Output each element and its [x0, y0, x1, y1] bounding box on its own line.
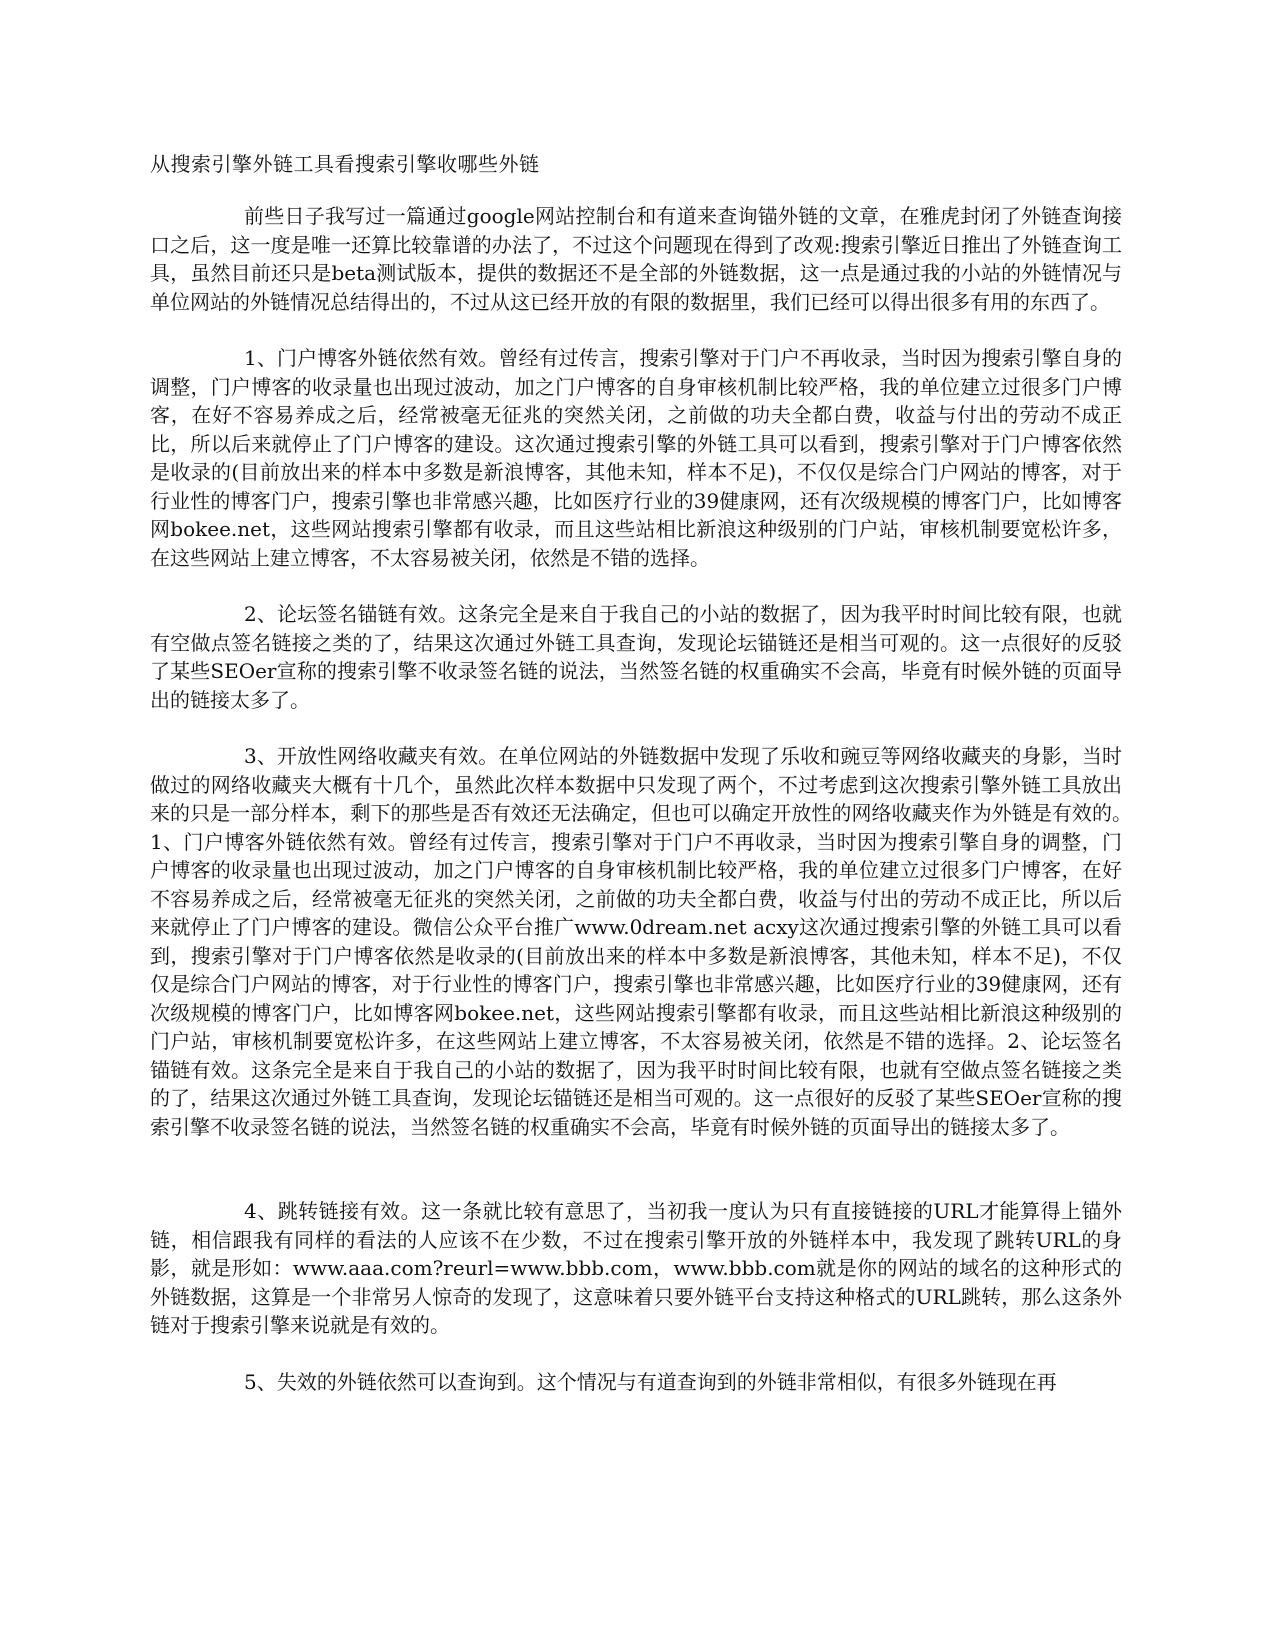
document-title: 从搜索引擎外链工具看搜索引擎收哪些外链	[150, 152, 540, 176]
paragraph-4-redirect-links: 4、跳转链接有效。这一条就比较有意思了，当初我一度认为只有直接链接的URL才能算得上锚外链，相信跟我有同样的看法的人应该不在少数，不过在搜索引擎开放的外链样本中，我发现了跳转URL的身影，就是形如：www.aaa.com?reurl=www.bbb.com，www.bbb.com就是你的网站的域名的这种形式的外链数据，这算是一个非常另人惊奇的发现了，这意味着只要外链平台支持这种格式的URL跳转，那么这条外链对于搜索引擎来说就是有效的。	[150, 1199, 1122, 1337]
paragraph-intro: 前些日子我写过一篇通过google网站控制台和有道来查询锚外链的文章，在雅虎封闭了外链查询接口之后，这一度是唯一还算比较靠谱的办法了，不过这个问题现在得到了改观:搜索引擎近日推出了外链查询工具，虽然目前还只是beta测试版本，提供的数据还不是全部的外链数据，这一点是通过我的小站的外链情况与单位网站的外链情况总结得出的，不过从这已经开放的有限的数据里，我们已经可以得出很多有用的东西了。	[150, 204, 1122, 314]
paragraph-5-dead-links: 5、失效的外链依然可以查询到。这个情况与有道查询到的外链非常相似，有很多外链现在再	[244, 1369, 1057, 1394]
paragraph-2-forum-signatures: 2、论坛签名锚链有效。这条完全是来自于我自己的小站的数据了，因为我平时时间比较有限，也就有空做点签名链接之类的了，结果这次通过外链工具查询，发现论坛锚链还是相当可观的。这一点很好的反驳了某些SEOer宣称的搜索引擎不收录签名链的说法，当然签名链的权重确实不会高，毕竟有时候外链的页面导出的链接太多了。	[150, 602, 1122, 712]
document-page	[150, 148, 1142, 1396]
paragraph-3-bookmarks: 3、开放性网络收藏夹有效。在单位网站的外链数据中发现了乐收和豌豆等网络收藏夹的身影，当时做过的网络收藏夹大概有十几个，虽然此次样本数据中只发现了两个，不过考虑到这次搜索引擎外链工具放出来的只是一部分样本，剩下的那些是否有效还无法确定，但也可以确定开放性的网络收藏夹作为外链是有效的。 1、门户博客外链依然有效。曾经有过传言，搜索引擎对于门户不再收录，当时因为搜索引擎自身的调整，门户博客的收录量也出现过波动，加之门户博客的自身审核机制比较严格，我的单位建立过很多门户博客，在好不容易养成之后，经常被毫无征兆的突然关闭，之前做的功夫全都白费，收益与付出的劳动不成正比，所以后来就停止了门户博客的建设。微信公众平台推广www.0dream.net acxy这次通过搜索引擎的外链工具可以看到，搜索引擎对于门户博客依然是收录的(目前放出来的样本中多数是新浪博客，其他未知，样本不足)，不仅仅是综合门户网站的博客，对于行业性的博客门户，搜索引擎也非常感兴趣，比如医疗行业的39健康网，还有次级规模的博客门户，比如博客网bokee.net，这些网站搜索引擎都有收录，而且这些站相比新浪这种级别的门户站，审核机制要宽松许多，在这些网站上建立博客，不太容易被关闭，依然是不错的选择。2、论坛签名锚链有效。这条完全是来自于我自己的小站的数据了，因为我平时时间比较有限，也就有空做点签名链接之类的了，结果这次通过外链工具查询，发现论坛锚链还是相当可观的。这一点很好的反驳了某些SEOer宣称的搜索引擎不收录签名链的说法，当然签名链的权重确实不会高，毕竟有时候外链的页面导出的链接太多了。	[150, 744, 1142, 1139]
paragraph-1-portal-blogs: 1、门户博客外链依然有效。曾经有过传言，搜索引擎对于门户不再收录，当时因为搜索引擎自身的调整，门户博客的收录量也出现过波动，加之门户博客的自身审核机制比较严格，我的单位建立过很多门户博客，在好不容易养成之后，经常被毫无征兆的突然关闭，之前做的功夫全都白费，收益与付出的劳动不成正比，所以后来就停止了门户博客的建设。这次通过搜索引擎的外链工具可以看到，搜索引擎对于门户博客依然是收录的(目前放出来的样本中多数是新浪博客，其他未知，样本不足)，不仅仅是综合门户网站的博客，对于行业性的博客门户，搜索引擎也非常感兴趣，比如医疗行业的39健康网，还有次级规模的博客门户，比如博客网bokee.net，这些网站搜索引擎都有收录，而且这些站相比新浪这种级别的门户站，审核机制要宽松许多，在这些网站上建立博客，不太容易被关闭，依然是不错的选择。	[150, 346, 1122, 570]
